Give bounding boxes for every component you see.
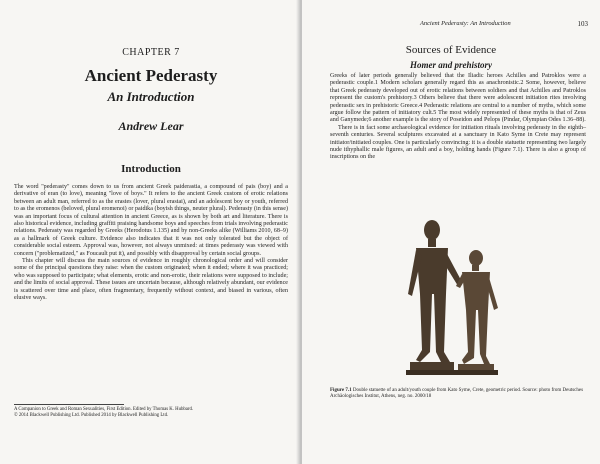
section-heading-sources: Sources of Evidence — [405, 44, 497, 56]
paragraph: There is in fact some archaeological evidence for initiation rituals involving pederasty in the eighth–seventh centuries. Several sculptures excavated at a sanctuary in Kato Syme in Crete may represent initiator/initiated couples. One is particularly convincing: it is a double statuette representing two largely nude ithyphallic male figures, an adult and a boy, holding hands (Figure 7.1). There is also a group of inscriptions on the — [330, 124, 586, 161]
paragraph: Greeks of later periods generally believed that the Iliadic heroes Achilles and Patroklos were a pederastic couple.1 Modern scholars generally regard this as anachronistic.2 Some, however, believe that Greek pederasty developed out of erotic relations between soldiers and that Achilles and Patroklos represent the custom's prehistory.3 Others believe that there were adolescent initiation rites involving pederastic sex in prehistoric Greece.4 Pederastic relations are central to a number of myths, which some argue follow the pattern of initiatory cult.5 The most widely represented of these myths is that of Zeus and Ganymede;6 another example is the story of Poseidon and Pelops (Pindar, Olympian Odes 1.36–88). — [330, 73, 586, 124]
footnote-line: © 2014 Blackwell Publishing Ltd. Published 2014 by Blackwell Publishing Ltd. — [14, 412, 169, 418]
section-heading-introduction: Introduction — [121, 163, 181, 175]
footnote-line: A Companion to Greek and Roman Sexualities, First Edition. Edited by Thomas K. Hubbard. — [14, 407, 194, 412]
caption-label: Figure 7.1 — [330, 388, 352, 393]
right-page — [302, 0, 600, 464]
right-body-text — [330, 73, 586, 162]
author-name: Andrew Lear — [118, 119, 184, 133]
caption-text: Double statuette of an adult/youth couple from Kato Syme, Crete, geometric period. Source: photo from Deutsches Archäologisches Institut, Athens, neg. no. 2000/18 — [330, 388, 584, 399]
copyright-footnote — [14, 407, 288, 419]
chapter-title: Ancient Pederasty — [84, 66, 218, 85]
left-body-text — [14, 184, 288, 303]
page-number: 103 — [577, 20, 588, 28]
figure-caption — [330, 388, 586, 400]
subsection-heading-homer: Homer and prehistory — [409, 60, 492, 70]
paragraph: The word "pederasty" comes down to us from ancient Greek paiderastia, a compound of pais (boy) and a derivative of eran (to love), meaning "love of boys." It refers to the ancient Greek custom of erotic relations between an adult man, referred to as the erastes (lover, plural erastai), and an adolescent boy or youth, referred to as the eromenos (beloved, plural eromenoi) or paidika (boyish things, neuter plural). Pederasty (in this sense) was an important focus of cultural attention in ancient Greece, as is shown by both art and literature. There is also historical evidence, including graffiti praising handsome boys and speeches from trials involving pederastic relations. Pederasty was regarded by Greeks (Herodotus 1.135) and by non-Greeks alike (Williams 2010, 68–9) as a hallmark of Greek culture. Evidence also indicates that it was not only tolerated but the object of considerable social esteem. Approval was, however, not always unmixed: at times pederasty was viewed with concern ("problematized," as Foucault put it), and possibly with disapproval by certain social groups. — [14, 184, 288, 257]
statuette-figure-image — [390, 212, 510, 388]
paragraph: This chapter will discuss the main sources of evidence in roughly chronological order and will consider some of the principal questions they raise: when the custom originated; when it ended; where it was practiced; who was supposed to participate; what elements, erotic and non-erotic, their relations were supposed to include; and the limits of social approval. These issues are uncertain because, although relatively abundant, our evidence is scattered over time and place, often fragmentary, frequently without context, and biased in various, often elusive ways. — [14, 258, 288, 302]
chapter-label: CHAPTER 7 — [122, 47, 180, 58]
running-head: Ancient Pederasty: An Introduction — [420, 20, 511, 27]
chapter-subtitle: An Introduction — [107, 89, 195, 104]
footnote-rule — [14, 404, 124, 405]
